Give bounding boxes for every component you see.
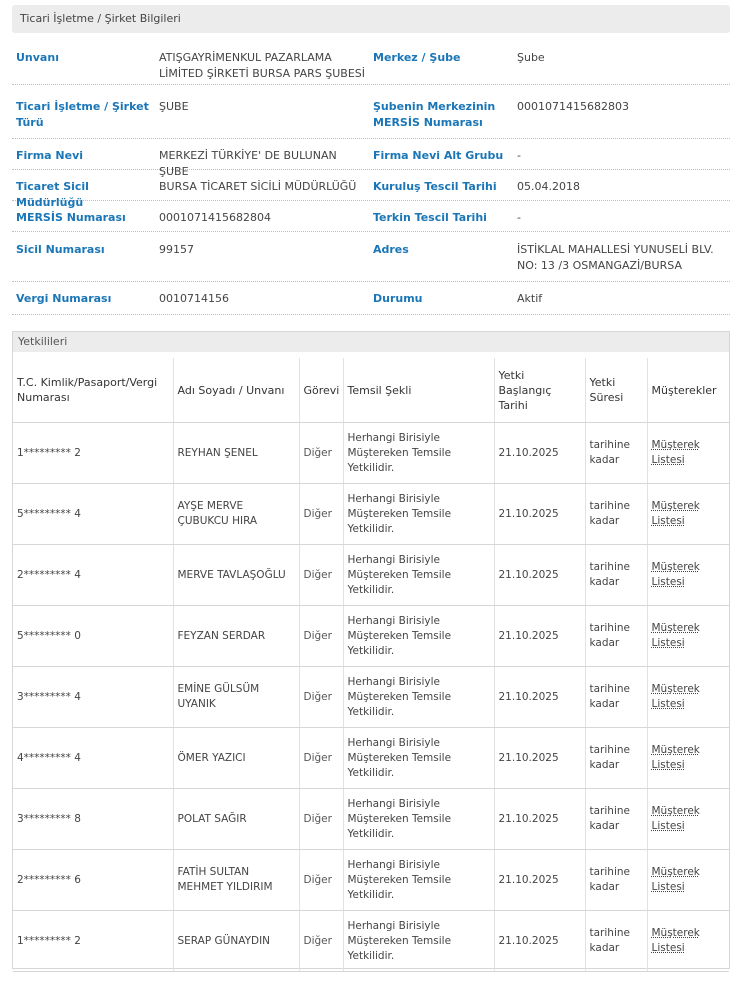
joint-list-link[interactable]: Müşterek Listesi (651, 500, 700, 527)
cell-duration: tarihine kadar (585, 484, 647, 545)
cell-start-date: 21.10.2025 (494, 728, 585, 789)
table-row (13, 545, 729, 606)
parent-mersis-label: Şubenin Merkezinin MERSİS Numarası (373, 100, 496, 129)
cell-joint (647, 789, 729, 850)
company-type-label: Ticari İşletme / Şirket Türü (16, 100, 149, 129)
cell-joint (647, 667, 729, 728)
address-value: İSTİKLAL MAHALLESİ YUNUSELİ BLV. NO: 13 /3 OSMANGAZİ/BURSA (517, 243, 714, 272)
table-row (13, 667, 729, 728)
table-row (13, 911, 729, 972)
cell-duration: tarihine kadar (585, 545, 647, 606)
firm-subgroup-value: - (517, 149, 521, 162)
info-row-kind (12, 148, 730, 178)
cell-representation: Herhangi Birisiyle Müştereken Temsile Yetkilidir. (343, 850, 494, 911)
cell-duration: tarihine kadar (585, 606, 647, 667)
column-header-start-date: Yetki Başlangıç Tarihi (494, 358, 585, 423)
column-header-name: Adı Soyadı / Unvanı (173, 358, 299, 423)
table-row (13, 606, 729, 667)
info-row-address (12, 242, 730, 282)
cell-start-date: 21.10.2025 (494, 789, 585, 850)
cell-role: Diğer (299, 667, 343, 728)
cell-id: 5********* 0 (13, 606, 173, 667)
parent-mersis-value: 0001071415682803 (517, 100, 629, 113)
cell-id: 5********* 4 (13, 484, 173, 545)
info-row-mersis (12, 210, 730, 232)
cell-role: Diğer (299, 728, 343, 789)
cell-name: ÖMER YAZICI (173, 728, 299, 789)
cell-representation: Herhangi Birisiyle Müştereken Temsile Yetkilidir. (343, 789, 494, 850)
firm-kind-label: Firma Nevi (16, 149, 84, 162)
cell-start-date: 21.10.2025 (494, 606, 585, 667)
registry-number-label: Sicil Numarası (16, 243, 105, 256)
cell-representation: Herhangi Birisiyle Müştereken Temsile Yetkilidir. (343, 728, 494, 789)
cell-role: Diğer (299, 484, 343, 545)
cell-role: Diğer (299, 789, 343, 850)
info-row-tax (12, 291, 730, 315)
cell-joint (647, 911, 729, 972)
cell-representation: Herhangi Birisiyle Müştereken Temsile Yetkilidir. (343, 606, 494, 667)
address-label: Adres (373, 243, 409, 256)
joint-list-link[interactable]: Müşterek Listesi (651, 439, 700, 466)
title-value: ATIŞGAYRİMENKUL PAZARLAMA LİMİTED ŞİRKETİ BURSA PARS ŞUBESİ (159, 51, 366, 80)
cell-duration: tarihine kadar (585, 728, 647, 789)
cell-name: EMİNE GÜLSÜM UYANIK (173, 667, 299, 728)
info-row-title (12, 50, 730, 85)
cell-id: 2********* 4 (13, 545, 173, 606)
column-header-representation: Temsil Şekli (343, 358, 494, 423)
cell-id: 1********* 2 (13, 423, 173, 484)
cell-start-date: 21.10.2025 (494, 484, 585, 545)
cell-start-date: 21.10.2025 (494, 911, 585, 972)
table-row (13, 789, 729, 850)
cell-start-date: 21.10.2025 (494, 667, 585, 728)
cell-start-date: 21.10.2025 (494, 423, 585, 484)
founding-date-label: Kuruluş Tescil Tarihi (373, 180, 497, 193)
registry-number-value: 99157 (159, 243, 194, 256)
cell-id: 3********* 4 (13, 667, 173, 728)
info-row-type (12, 99, 730, 139)
cell-role: Diğer (299, 606, 343, 667)
cell-name: POLAT SAĞIR (173, 789, 299, 850)
cell-name: AYŞE MERVE ÇUBUKCU HIRA (173, 484, 299, 545)
status-value: Aktif (517, 292, 543, 305)
title-label: Unvanı (16, 51, 59, 64)
joint-list-link[interactable]: Müşterek Listesi (651, 622, 700, 649)
registry-office-value: BURSA TİCARET SİCİLİ MÜDÜRLÜĞÜ (159, 180, 357, 193)
cell-name: FATİH SULTAN MEHMET YILDIRIM (173, 850, 299, 911)
joint-list-link[interactable]: Müşterek Listesi (651, 866, 700, 893)
table-row (13, 484, 729, 545)
cell-joint (647, 484, 729, 545)
cell-joint (647, 545, 729, 606)
cell-role: Diğer (299, 850, 343, 911)
cell-representation: Herhangi Birisiyle Müştereken Temsile Yetkilidir. (343, 484, 494, 545)
cell-representation: Herhangi Birisiyle Müştereken Temsile Yetkilidir. (343, 545, 494, 606)
cell-joint (647, 423, 729, 484)
hq-branch-value: Şube (517, 51, 545, 64)
cell-duration: tarihine kadar (585, 423, 647, 484)
cell-representation: Herhangi Birisiyle Müştereken Temsile Yetkilidir. (343, 667, 494, 728)
founding-date-value: 05.04.2018 (517, 180, 580, 193)
cell-id: 4********* 4 (13, 728, 173, 789)
cell-id: 2********* 6 (13, 850, 173, 911)
cell-duration: tarihine kadar (585, 789, 647, 850)
mersis-value: 0001071415682804 (159, 211, 271, 224)
info-row-registry (12, 179, 730, 209)
firm-subgroup-label: Firma Nevi Alt Grubu (373, 149, 504, 162)
cell-role: Diğer (299, 545, 343, 606)
authorized-persons-header: Yetkilileri (13, 332, 729, 352)
cell-id: 3********* 8 (13, 789, 173, 850)
cell-name: FEYZAN SERDAR (173, 606, 299, 667)
column-header-id: T.C. Kimlik/Pasaport/Vergi Numarası (13, 358, 173, 423)
table-row (13, 850, 729, 911)
cell-name: REYHAN ŞENEL (173, 423, 299, 484)
hq-branch-label: Merkez / Şube (373, 51, 461, 64)
table-header-row (13, 358, 729, 423)
cell-role: Diğer (299, 911, 343, 972)
joint-list-link[interactable]: Müşterek Listesi (651, 561, 700, 588)
column-header-duration: Yetki Süresi (585, 358, 647, 423)
joint-list-link[interactable]: Müşterek Listesi (651, 927, 700, 954)
table-row (13, 728, 729, 789)
cell-role: Diğer (299, 423, 343, 484)
cell-joint (647, 606, 729, 667)
authorized-persons-table (13, 358, 729, 972)
table-row (13, 423, 729, 484)
cell-start-date: 21.10.2025 (494, 850, 585, 911)
status-label: Durumu (373, 292, 423, 305)
joint-list-link[interactable]: Müşterek Listesi (651, 744, 700, 771)
company-info-header: Ticari İşletme / Şirket Bilgileri (12, 5, 730, 33)
cell-name: SERAP GÜNAYDIN (173, 911, 299, 972)
tax-number-label: Vergi Numarası (16, 292, 112, 305)
mersis-label: MERSİS Numarası (16, 211, 126, 224)
column-header-joint: Müşterekler (647, 358, 729, 423)
firm-kind-value: MERKEZİ TÜRKİYE' DE BULUNAN ŞUBE (159, 149, 337, 178)
cell-duration: tarihine kadar (585, 850, 647, 911)
cell-start-date: 21.10.2025 (494, 545, 585, 606)
deregistration-date-value: - (517, 211, 521, 224)
joint-list-link[interactable]: Müşterek Listesi (651, 683, 700, 710)
cell-id: 1********* 2 (13, 911, 173, 972)
cell-joint (647, 728, 729, 789)
company-type-value: ŞUBE (159, 100, 189, 113)
cell-representation: Herhangi Birisiyle Müştereken Temsile Yetkilidir. (343, 423, 494, 484)
cell-duration: tarihine kadar (585, 911, 647, 972)
cell-duration: tarihine kadar (585, 667, 647, 728)
authorized-persons-panel (12, 331, 730, 969)
registry-office-label: Ticaret Sicil Müdürlüğü (16, 180, 89, 209)
cell-joint (647, 850, 729, 911)
cell-name: MERVE TAVLAŞOĞLU (173, 545, 299, 606)
tax-number-value: 0010714156 (159, 292, 229, 305)
joint-list-link[interactable]: Müşterek Listesi (651, 805, 700, 832)
cell-representation: Herhangi Birisiyle Müştereken Temsile Yetkilidir. (343, 911, 494, 972)
deregistration-date-label: Terkin Tescil Tarihi (373, 211, 487, 224)
column-header-role: Görevi (299, 358, 343, 423)
